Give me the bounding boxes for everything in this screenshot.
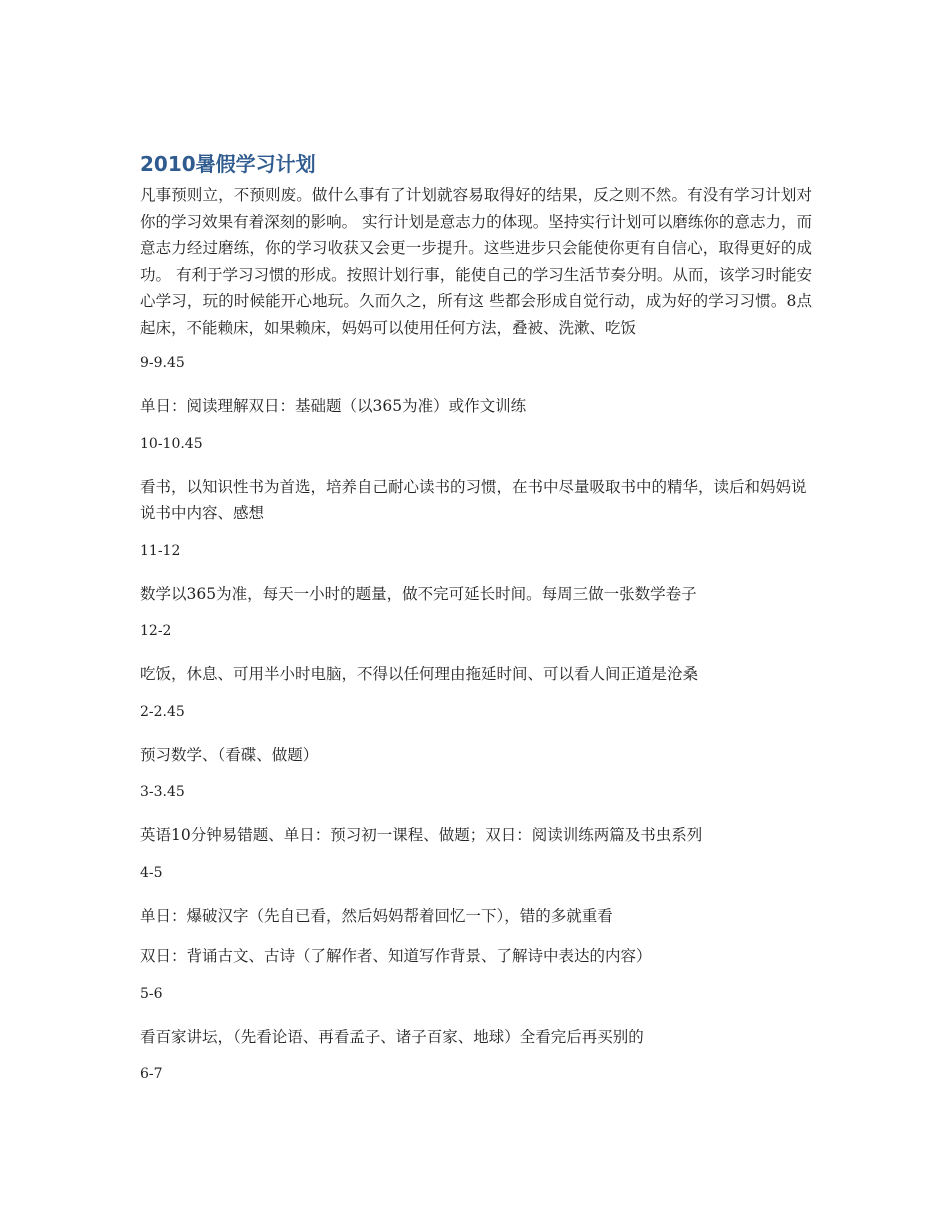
- time-slot-label: 2-2.45: [140, 703, 185, 720]
- time-slot-label: 9-9.45: [140, 355, 185, 371]
- intro-paragraph: 凡事预则立，不预则废。做什么事有了计划就容易取得好的结果，反之则不然。有没有学习计划对你的学习效果有着深刻的影响。 实行计划是意志力的体现。坚持实行计划可以磨练你的意志力，而意志力经过磨练，你的学习收获又会更一步提升。这些进步只会能使你更有自信心，取得更好的成功。 有利于学习习惯的形成。按照计划行事，能使自己的学习生活节奏分明。从而，该学习时能安心学习，玩的时候能开心地玩。久而久之，所有这 些都会形成自觉行动，成为好的学习习惯。8点起床，不能赖床，如果赖床，妈妈可以使用任何方法，叠被、洗漱、吃饭: [140, 186, 812, 337]
- time-slot-label: 10-10.45: [140, 435, 203, 452]
- page-title: 2010暑假学习计划: [140, 152, 316, 176]
- schedule-item: 英语10分钟易错题、单日：预习初一课程、做题；双日：阅读训练两篇及书虫系列: [140, 826, 703, 844]
- schedule-item: 单日：爆破汉字（先自已看，然后妈妈帮着回忆一下），错的多就重看: [140, 906, 613, 925]
- time-slot-label: 12-2: [140, 623, 172, 639]
- time-slot-label: 3-3.45: [140, 784, 185, 800]
- time-slot-label: 4-5: [140, 864, 163, 881]
- schedule-item: 预习数学、（看碟、做题）: [140, 745, 319, 764]
- schedule-item: 看书，以知识性书为首选，培养自己耐心读书的习惯，在书中尽量吸取书中的精华，读后和妈妈说说书中内容、感想: [140, 477, 807, 522]
- time-slot-label: 6-7: [140, 1066, 163, 1082]
- document-page: [140, 150, 812, 1104]
- schedule-item: 双日：背诵古文、古诗（了解作者、知道写作背景、了解诗中表达的内容）: [140, 947, 652, 965]
- time-slot-label: 11-12: [140, 542, 181, 559]
- schedule-item: 看百家讲坛，（先看论语、再看孟子、诸子百家、地球）全看完后再买别的: [140, 1027, 644, 1046]
- schedule-item: 单日：阅读理解双日：基础题（以365为准）或作文训练: [140, 397, 527, 415]
- schedule-item: 数学以365为准，每天一小时的题量，做不完可延长时间。每周三做一张数学卷子: [140, 584, 697, 603]
- schedule-item: 吃饭，休息、可用半小时电脑，不得以任何理由拖延时间、可以看人间正道是沧桑: [140, 665, 699, 683]
- time-slot-label: 5-6: [140, 985, 163, 1002]
